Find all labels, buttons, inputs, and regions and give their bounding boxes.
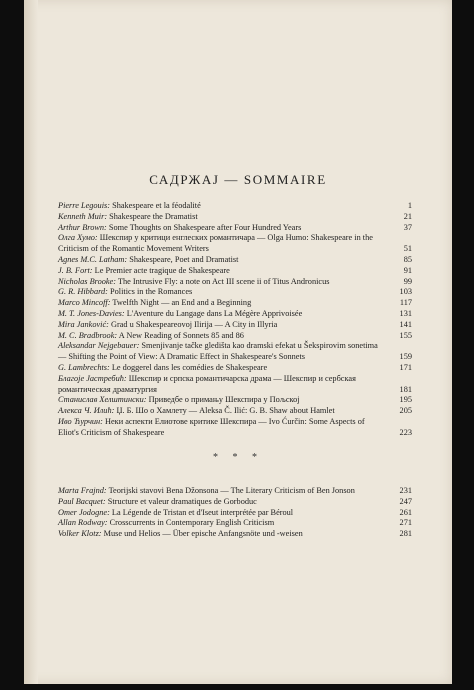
toc-entry-text bbox=[58, 508, 412, 519]
toc-entry-text bbox=[58, 497, 412, 508]
toc-entry-title: The Intrusive Fly: a note on Act III scene ii of Titus Andronicus bbox=[116, 276, 330, 286]
toc-entry-author: Agnes M.C. Latham: bbox=[58, 254, 128, 264]
toc-entry-text bbox=[58, 266, 412, 277]
toc-entry bbox=[58, 298, 412, 309]
toc-entry-text bbox=[58, 374, 412, 396]
toc-entry-text bbox=[58, 201, 412, 212]
toc-entry bbox=[58, 374, 412, 396]
toc-entry-title: Teorijski stavovi Bena Džonsona — The Literary Criticism of Ben Jonson bbox=[106, 486, 355, 495]
toc-entry-page-number: 195 bbox=[399, 395, 412, 405]
toc-entry-text bbox=[58, 298, 412, 309]
toc-entry-page-number: 281 bbox=[399, 529, 412, 539]
toc-entry-page-number: 99 bbox=[403, 276, 412, 286]
toc-entry-author: G. R. Hibbard: bbox=[58, 287, 108, 297]
toc-entry-title: Le doggerel dans les comédies de Shakespeare bbox=[109, 362, 268, 372]
toc-entry-title: L'Aventure du Langage dans La Mégère Apprivoisée bbox=[124, 308, 303, 318]
toc-entry bbox=[58, 309, 412, 320]
toc-entry-text bbox=[58, 417, 412, 439]
toc-entry-author: Mira Janković: bbox=[58, 319, 109, 329]
toc-entry-author: Aleksandar Nejgebauer: bbox=[58, 341, 140, 351]
toc-entry-author: Олга Хумо: bbox=[58, 233, 98, 243]
toc-entry-author: Marta Frajnd: bbox=[58, 486, 107, 495]
toc-entry-page-number: 1 bbox=[407, 201, 412, 210]
contents-list-main bbox=[58, 201, 412, 439]
toc-entry-text bbox=[58, 406, 412, 417]
toc-entry-author: Pierre Legouis: bbox=[58, 201, 111, 210]
toc-entry bbox=[58, 266, 412, 277]
toc-entry-text bbox=[58, 341, 412, 363]
toc-entry-text bbox=[58, 255, 412, 266]
toc-entry-author: Marco Mincoff: bbox=[58, 298, 111, 308]
toc-entry-page-number: 155 bbox=[399, 330, 412, 340]
toc-entry-title: Le Premier acte tragique de Shakespeare bbox=[92, 265, 230, 275]
toc-entry bbox=[58, 233, 412, 255]
toc-entry-author: Алекса Ч. Илић: bbox=[58, 406, 115, 416]
toc-entry-page-number: 103 bbox=[399, 287, 412, 297]
toc-entry-title: A New Reading of Sonnets 85 and 86 bbox=[117, 330, 244, 340]
contents-list-appendix bbox=[58, 486, 412, 540]
toc-entry-page-number: 271 bbox=[399, 518, 412, 528]
toc-entry bbox=[58, 331, 412, 342]
toc-entry-text bbox=[58, 223, 412, 234]
toc-entry-author: Volker Klotz: bbox=[58, 529, 102, 539]
toc-entry-page-number: 223 bbox=[399, 427, 412, 437]
toc-entry bbox=[58, 287, 412, 298]
toc-entry-text bbox=[58, 518, 412, 529]
toc-entry-title: Џ. Б. Шо о Хамлету — Aleksa Č. Ilić: G. B. Shaw about Hamlet bbox=[114, 406, 335, 416]
toc-entry-author: Arthur Brown: bbox=[58, 222, 107, 232]
toc-entry-page-number: 171 bbox=[399, 362, 412, 372]
toc-entry-author: G. Lambrechts: bbox=[58, 362, 110, 372]
toc-entry-author: M. T. Jones-Davies: bbox=[58, 308, 125, 318]
toc-entry-title: Grad u Shakespeareovoj Ilirija — A City in Illyria bbox=[108, 319, 278, 329]
toc-entry-page-number: 181 bbox=[399, 384, 412, 394]
toc-entry bbox=[58, 212, 412, 223]
toc-entry bbox=[58, 508, 412, 519]
toc-entry-author: Kenneth Muir: bbox=[58, 211, 108, 221]
toc-entry bbox=[58, 486, 412, 497]
toc-entry-author: Omer Jodogne: bbox=[58, 507, 110, 517]
toc-entry bbox=[58, 320, 412, 331]
toc-entry bbox=[58, 341, 412, 363]
toc-entry bbox=[58, 255, 412, 266]
toc-entry-title: Politics in the Romances bbox=[107, 287, 193, 297]
toc-entry-author: J. B. Fort: bbox=[58, 265, 93, 275]
toc-entry bbox=[58, 223, 412, 234]
toc-entry-page-number: 85 bbox=[403, 254, 412, 264]
toc-entry bbox=[58, 201, 412, 212]
toc-entry-title: Неки аспекти Елиотове критике Шекспира — Ivo Ćurčin: Some Aspects of Eliot's Criticism of Shakespeare bbox=[58, 416, 365, 437]
toc-entry-page-number: 231 bbox=[399, 486, 412, 495]
toc-entry-page-number: 247 bbox=[399, 496, 412, 506]
toc-entry-title: Smenjivanje tačke gledišta kao dramski efekat u Šekspirovim sonetima — Shifting the Point of View: A Dramatic Effect in Shakespeare's Sonnets bbox=[58, 341, 378, 362]
toc-entry-author: Станислав Хелштински: bbox=[58, 395, 147, 405]
toc-entry-text bbox=[58, 331, 412, 342]
toc-entry-title: Шекспир у критици енглеских романтичара — Olga Humo: Shakespeare in the Criticism of the Romantic Movement Writers bbox=[58, 233, 373, 254]
toc-entry-page-number: 37 bbox=[403, 222, 412, 232]
toc-entry bbox=[58, 406, 412, 417]
toc-entry-page-number: 51 bbox=[403, 244, 412, 254]
toc-entry bbox=[58, 395, 412, 406]
toc-entry-text bbox=[58, 287, 412, 298]
toc-entry-page-number: 21 bbox=[403, 211, 412, 221]
toc-entry-title: Some Thoughts on Shakespeare after Four Hundred Years bbox=[106, 222, 302, 232]
toc-entry-text bbox=[58, 486, 412, 497]
toc-entry bbox=[58, 529, 412, 540]
toc-entry-author: Иво Ћурчин: bbox=[58, 416, 103, 426]
toc-entry bbox=[58, 497, 412, 508]
toc-entry-text bbox=[58, 320, 412, 331]
toc-entry-page-number: 91 bbox=[403, 265, 412, 275]
toc-entry-text bbox=[58, 212, 412, 223]
toc-entry-title: Shakespeare the Dramatist bbox=[107, 211, 198, 221]
toc-entry-text bbox=[58, 233, 412, 255]
toc-entry-title: Twelfth Night — an End and a Beginning bbox=[110, 298, 252, 308]
toc-entry-title: Crosscurrents in Contemporary English Criticism bbox=[107, 518, 275, 528]
contents-heading: САДРЖАЈ — SOMMAIRE bbox=[149, 172, 327, 187]
toc-entry-text bbox=[58, 363, 412, 374]
toc-entry-author: Paul Bacquet: bbox=[58, 496, 106, 506]
toc-entry bbox=[58, 417, 412, 439]
toc-entry-title: Muse und Helios — Über epische Anfangsnöte und -weisen bbox=[101, 529, 303, 539]
book-page bbox=[24, 0, 452, 684]
page-spine-shadow bbox=[24, 0, 38, 684]
toc-entry-page-number: 205 bbox=[399, 406, 412, 416]
toc-entry-author: Nicholas Brooke: bbox=[58, 276, 116, 286]
toc-entry-page-number: 261 bbox=[399, 507, 412, 517]
toc-entry bbox=[58, 518, 412, 529]
toc-entry-title: Structure et valeur dramatiques de Gorboduc bbox=[105, 496, 257, 506]
section-separator: * * * bbox=[213, 452, 263, 463]
toc-entry-title: Shakespeare, Poet and Dramatist bbox=[127, 254, 239, 264]
toc-entry-title: Приведбе о примању Шекспира у Пољској bbox=[146, 395, 300, 405]
toc-entry-page-number: 159 bbox=[399, 352, 412, 362]
toc-entry-author: Благоје Јастребић: bbox=[58, 373, 127, 383]
toc-entry-title: Shakespeare et la féodalité bbox=[110, 201, 201, 210]
toc-entry-page-number: 141 bbox=[399, 319, 412, 329]
toc-entry-page-number: 117 bbox=[399, 298, 412, 308]
toc-entry-author: M. C. Bradbrook: bbox=[58, 330, 118, 340]
toc-entry-title: Шекспир и српска романтичарска драма — Шекспир и сербская романтическая драматургия bbox=[58, 373, 356, 394]
toc-entry-text bbox=[58, 277, 412, 288]
toc-entry-text bbox=[58, 395, 412, 406]
toc-entry bbox=[58, 363, 412, 374]
toc-entry bbox=[58, 277, 412, 288]
toc-entry-page-number: 131 bbox=[399, 308, 412, 318]
toc-entry-title: La Légende de Tristan et d'Iseut interprétée par Béroul bbox=[109, 507, 294, 517]
toc-entry-text bbox=[58, 309, 412, 320]
toc-entry-text bbox=[58, 529, 412, 540]
toc-entry-author: Allan Rodway: bbox=[58, 518, 108, 528]
